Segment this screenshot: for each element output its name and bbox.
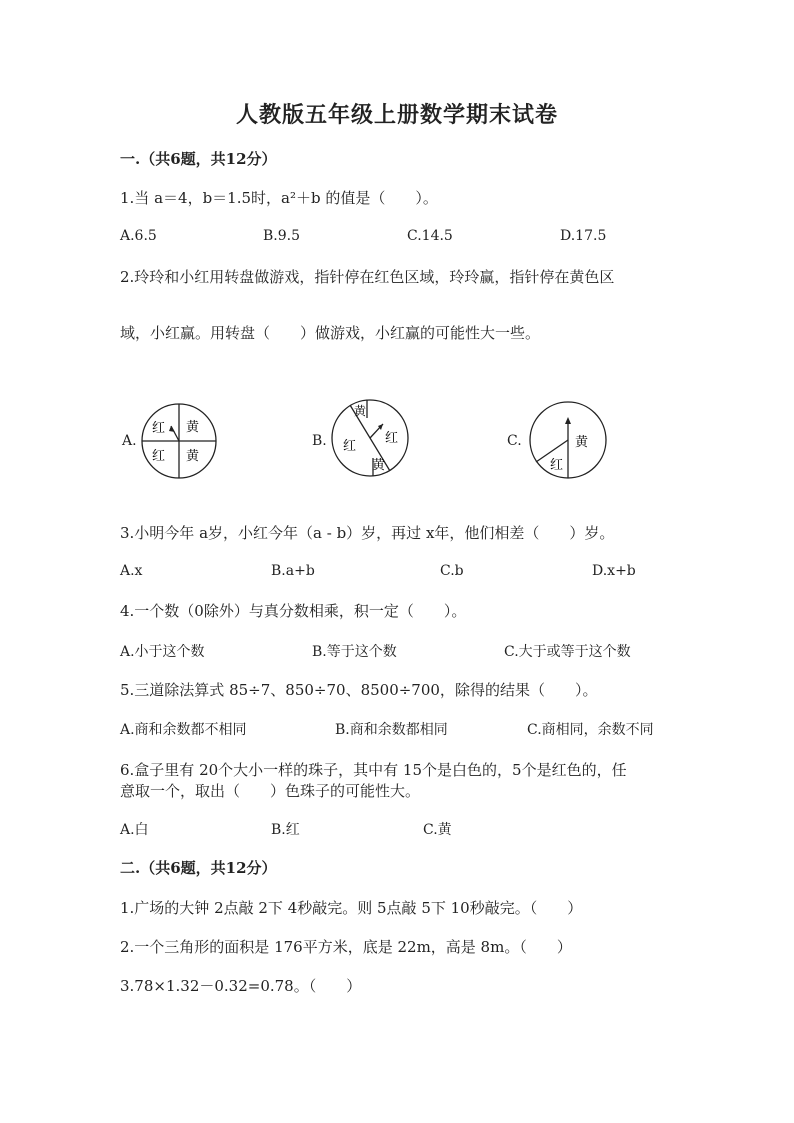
q5-option-b: B.商和余数都相同 [335, 722, 448, 738]
q3-option-a: A.x [120, 563, 143, 579]
q1-option-d: D.17.5 [560, 228, 607, 244]
q3-option-c: C.b [440, 563, 464, 579]
q6-option-a: A.白 [120, 822, 149, 838]
page-title: 人教版五年级上册数学期末试卷 [235, 102, 558, 128]
spinner-a-red-2: 红 [152, 449, 166, 464]
spinner-b-red-2: 红 [385, 431, 399, 446]
question-5: 5.三道除法算式 85÷7、850÷70、8500÷700，除得的结果（ ）。 [120, 681, 598, 699]
spinner-b-red-1: 红 [343, 439, 357, 454]
section-2-item-3: 3.78×1.32－0.32=0.78。（ ） [120, 977, 362, 995]
spinner-b [330, 398, 412, 480]
section-2-heading: 二.（共6题，共12分） [120, 859, 277, 877]
question-3: 3.小明今年 a岁，小红今年（a - b）岁，再过 x年，他们相差（ ）岁。 [120, 524, 615, 542]
question-1: 1.当 a＝4，b＝1.5时，a²＋b 的值是（ ）。 [120, 189, 438, 207]
section-1-heading: 一.（共6题，共12分） [120, 150, 277, 168]
question-2-line-1: 2.玲玲和小红用转盘做游戏，指针停在红色区域，玲玲赢，指针停在黄色区 [120, 268, 615, 286]
spinner-c-yellow: 黄 [575, 435, 589, 450]
spinner-a-red-1: 红 [152, 421, 166, 436]
spinner-c [528, 400, 610, 482]
question-2-line-2: 域，小红赢。用转盘（ ）做游戏，小红赢的可能性大一些。 [120, 324, 541, 342]
section-2-item-1: 1.广场的大钟 2点敲 2下 4秒敲完。则 5点敲 5下 10秒敲完。（ ） [120, 899, 583, 917]
q4-option-a: A.小于这个数 [120, 644, 205, 660]
question-4: 4.一个数（0除外）与真分数相乘，积一定（ ）。 [120, 602, 467, 620]
question-6-line-2: 意取一个，取出（ ）色珠子的可能性大。 [120, 782, 421, 800]
q4-option-c: C.大于或等于这个数 [504, 644, 631, 660]
question-6-line-1: 6.盒子里有 20个大小一样的珠子，其中有 15个是白色的，5个是红色的，任 [120, 761, 627, 779]
spinner-b-yellow-1: 黄 [354, 404, 367, 418]
q3-option-d: D.x+b [592, 563, 636, 579]
q2-option-b-label: B. [312, 433, 327, 449]
q4-option-b: B.等于这个数 [312, 644, 397, 660]
q2-option-c-label: C. [507, 433, 522, 449]
q5-option-a: A.商和余数都不相同 [120, 722, 247, 738]
section-2-item-2: 2.一个三角形的面积是 176平方米，底是 22m，高是 8m。（ ） [120, 938, 572, 956]
q6-option-c: C.黄 [423, 822, 452, 838]
q6-option-b: B.红 [271, 822, 300, 838]
q1-option-a: A.6.5 [120, 228, 157, 244]
spinner-a [140, 402, 220, 482]
q2-option-a-label: A. [122, 433, 137, 449]
spinner-a-yellow-2: 黄 [186, 449, 200, 464]
q3-option-b: B.a+b [271, 563, 315, 579]
spinner-b-yellow-2: 黄 [372, 458, 386, 473]
spinner-c-red: 红 [550, 458, 564, 473]
q1-option-c: C.14.5 [407, 228, 453, 244]
q1-option-b: B.9.5 [263, 228, 301, 244]
q5-option-c: C.商相同，余数不同 [527, 722, 654, 738]
spinner-a-yellow-1: 黄 [186, 420, 200, 435]
